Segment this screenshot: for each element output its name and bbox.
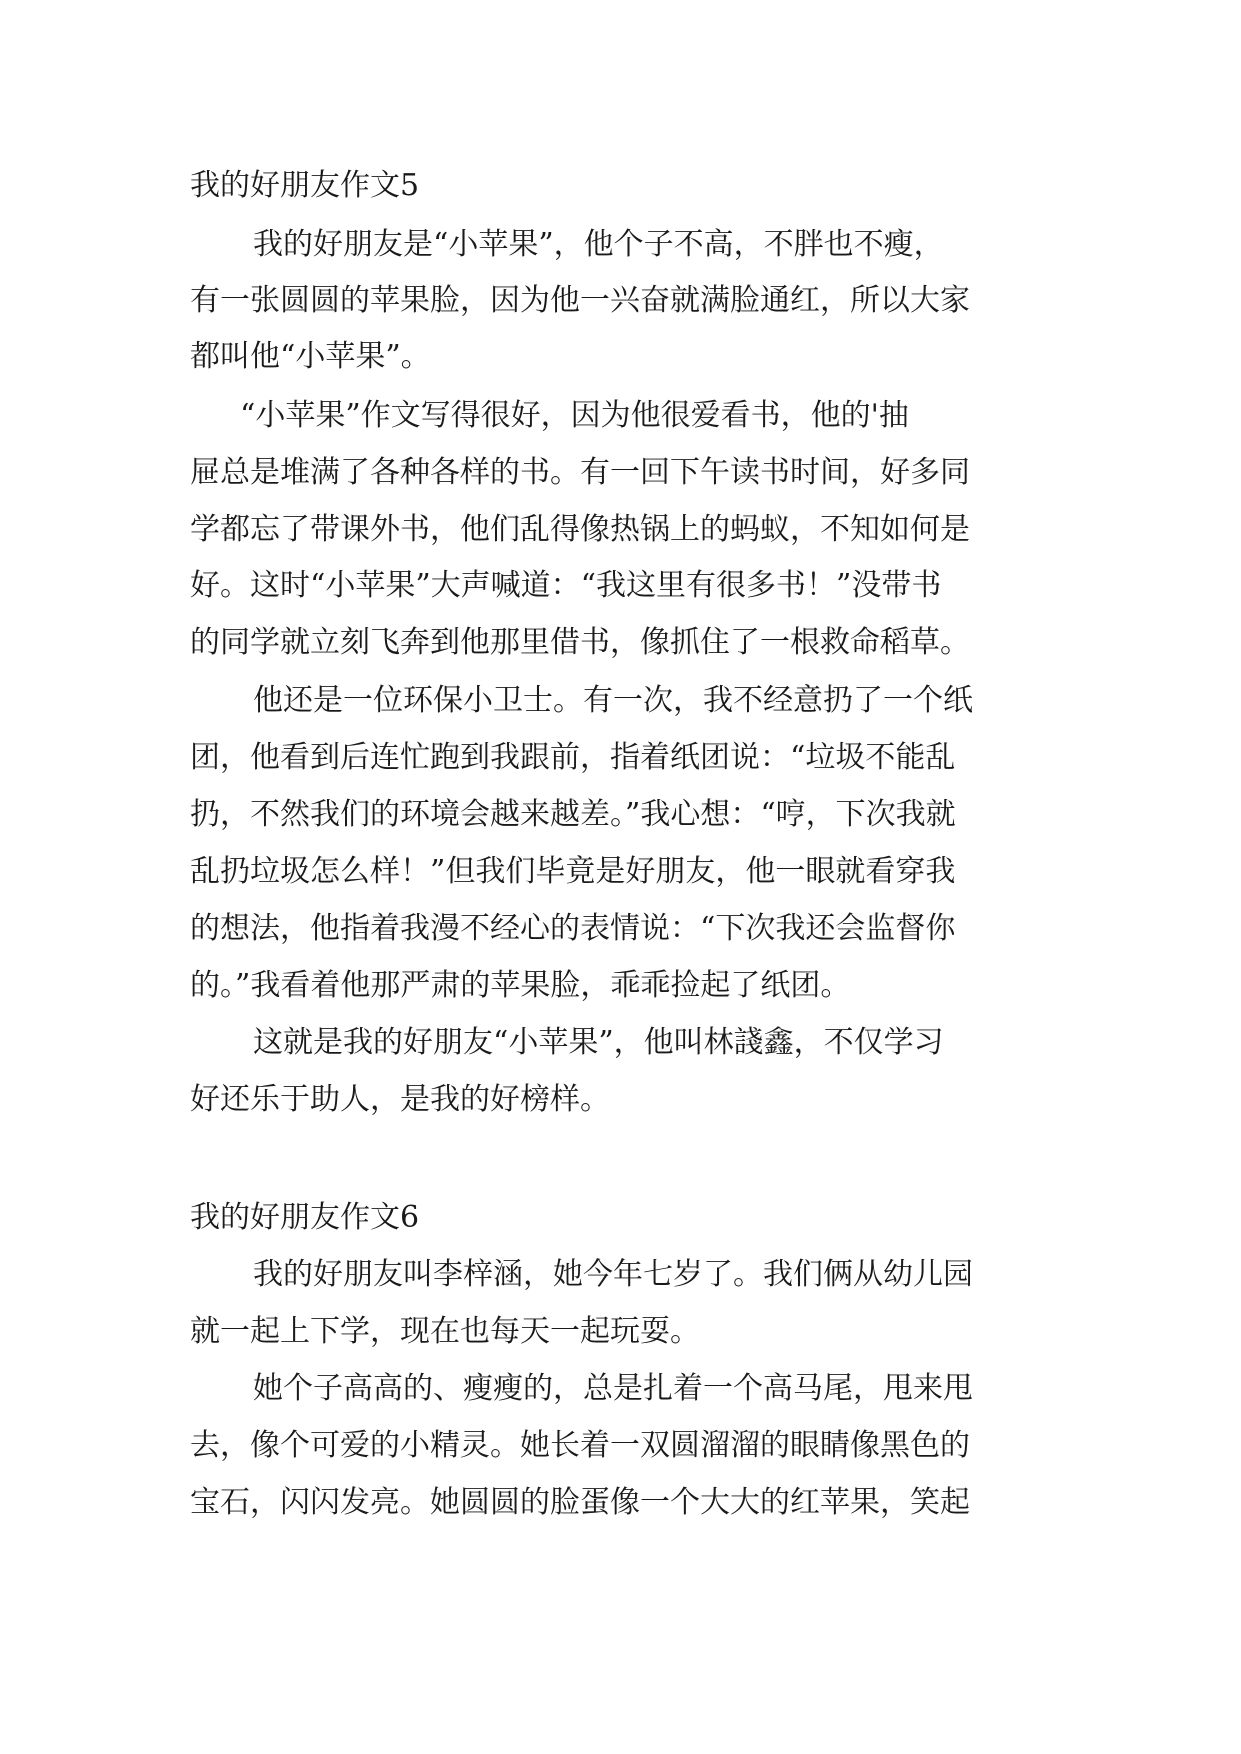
paragraph-line: “小苹果”作文写得很好，因为他很爱看书，他的'抽 <box>240 398 909 433</box>
paragraph-line: 好还乐于助人，是我的好榜样。 <box>190 1082 610 1117</box>
paragraph-line: 有一张圆圆的苹果脸，因为他一兴奋就满脸通红，所以大家 <box>190 283 970 318</box>
paragraph-line: 乱扔垃圾怎么样！”但我们毕竟是好朋友，他一眼就看穿我 <box>190 854 956 889</box>
paragraph-line: 她个子高高的、瘦瘦的，总是扎着一个高马尾，甩来甩 <box>253 1371 973 1406</box>
paragraph-line: 去，像个可爱的小精灵。她长着一双圆溜溜的眼睛像黑色的 <box>190 1428 970 1463</box>
essay-title: 我的好朋友作文5 <box>190 168 420 203</box>
paragraph-line: 学都忘了带课外书，他们乱得像热锅上的蚂蚁，不知如何是 <box>190 512 970 547</box>
paragraph-line: 扔，不然我们的环境会越来越差。”我心想：“哼，下次我就 <box>190 797 956 832</box>
paragraph-line: 屉总是堆满了各种各样的书。有一回下午读书时间，好多同 <box>190 455 970 490</box>
paragraph-line: 我的好朋友叫李梓涵，她今年七岁了。我们俩从幼儿园 <box>253 1257 973 1292</box>
paragraph-line: 的。”我看着他那严肃的苹果脸，乖乖捡起了纸团。 <box>190 968 851 1003</box>
paragraph-line: 团，他看到后连忙跑到我跟前，指着纸团说：“垃圾不能乱 <box>190 740 956 775</box>
paragraph-line: 宝石，闪闪发亮。她圆圆的脸蛋像一个大大的红苹果，笑起 <box>190 1485 970 1520</box>
paragraph-line: 的想法，他指着我漫不经心的表情说：“下次我还会监督你 <box>190 911 956 946</box>
paragraph-line: 的同学就立刻飞奔到他那里借书，像抓住了一根救命稻草。 <box>190 625 970 660</box>
essay-title: 我的好朋友作文6 <box>190 1200 420 1235</box>
paragraph-line: 好。这时“小苹果”大声喊道：“我这里有很多书！”没带书 <box>190 568 942 603</box>
paragraph-line: 他还是一位环保小卫士。有一次，我不经意扔了一个纸 <box>253 683 973 718</box>
paragraph-line: 我的好朋友是“小苹果”，他个子不高，不胖也不瘦， <box>253 227 944 262</box>
paragraph-line: 这就是我的好朋友“小苹果”，他叫林諓鑫，不仅学习 <box>253 1025 944 1060</box>
paragraph-line: 都叫他“小苹果”。 <box>190 339 431 374</box>
paragraph-line: 就一起上下学，现在也每天一起玩耍。 <box>190 1314 700 1349</box>
